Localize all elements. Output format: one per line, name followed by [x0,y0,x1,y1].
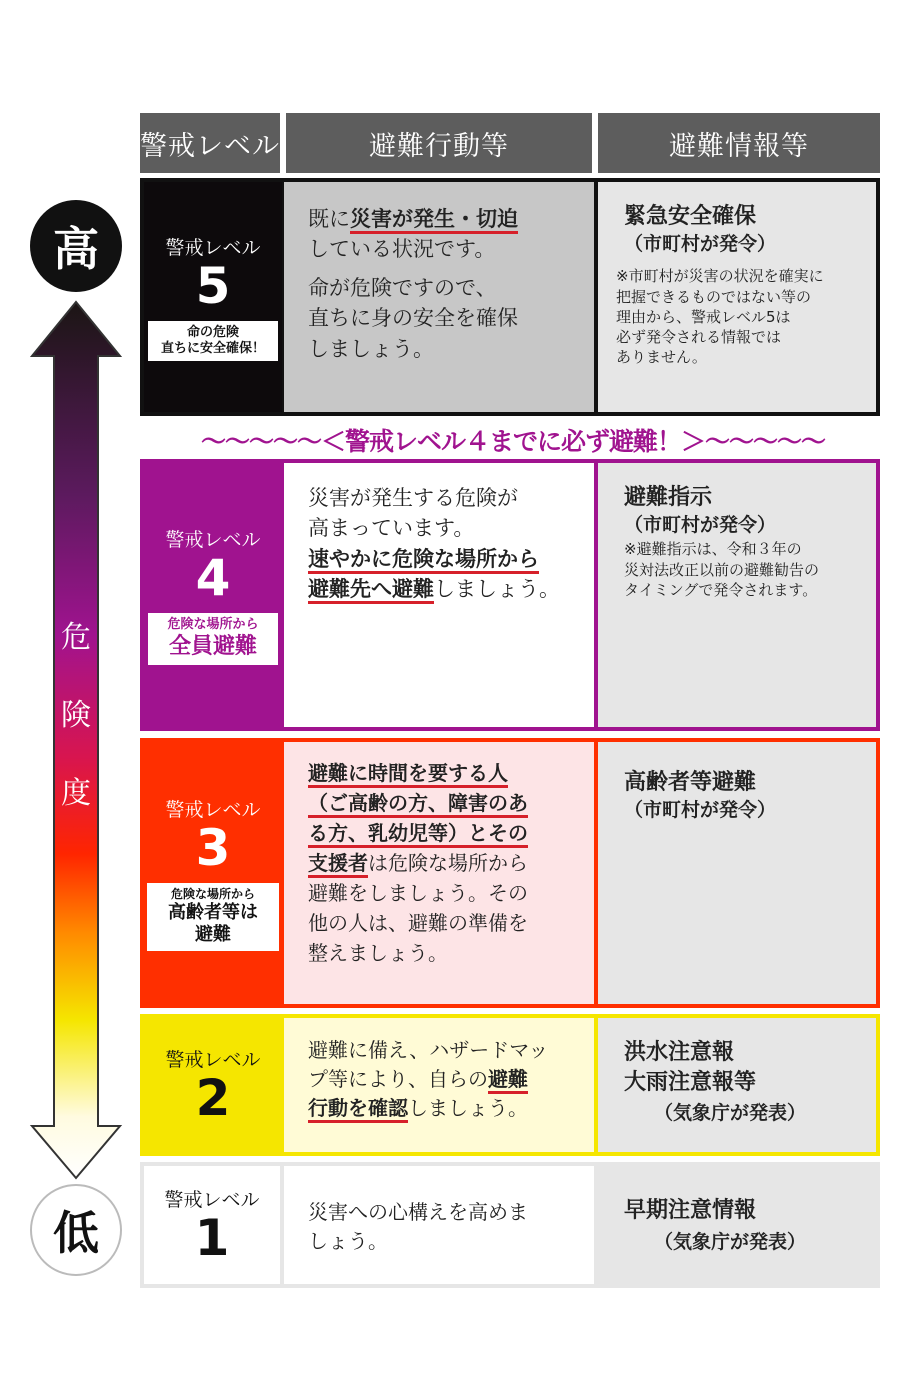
level3-action-line: 避難をしましょう。その [308,881,528,905]
danger-char-1: 危 [61,620,91,655]
level3-actions [284,742,594,1004]
level4-action-text: しましょう。 [434,577,560,602]
level5-info-title: 緊急安全確保 [624,204,757,229]
level3-action-text: は危険な場所から [368,851,528,875]
level5-action-line: 命が危険ですので、 [308,275,497,300]
level5-info-issuer: （市町村が発令） [624,232,777,255]
level3-badge-line2: 高齢者等は [168,901,258,923]
header-level: 警戒レベル [140,113,280,173]
level4-actions [284,463,594,727]
level1-actions [284,1166,594,1284]
level3-info [598,742,876,1004]
level4-badge-line1: 危険な場所から [167,616,259,632]
header-actions: 避難行動等 [286,113,592,173]
level4-info [598,463,876,727]
danger-scale-arrow-icon [28,300,124,1180]
level3-action-emphasis: 避難に時間を要する人 [308,761,508,785]
level1-info-issuer: （気象庁が発表） [654,1230,807,1253]
level5-note-line: ※市町村が災害の状況を確実に [616,267,824,286]
level2-info [598,1018,876,1152]
level5-info-note [616,266,862,367]
level3-number: 3 [195,819,231,878]
level3-badge [147,883,279,951]
level5-info [598,182,876,412]
level5-actions [284,182,594,412]
level2-cell [144,1018,282,1152]
high-circle [30,200,122,292]
level2-info-title-1: 洪水注意報 [624,1040,735,1065]
evacuate-by-level4-banner: 〜〜〜〜〜＜警戒レベル４までに必ず避難！＞〜〜〜〜〜 [200,427,825,456]
level2-actions [284,1018,594,1152]
level4-action-line: 災害が発生する危険が [308,486,518,510]
level5-action-line: 直ちに身の安全を確保 [308,306,518,331]
level2-action-emphasis: 避難 [488,1067,528,1091]
level1-action-line: しょう。 [308,1229,388,1253]
level3-badge-line1: 危険な場所から [170,886,255,901]
danger-char-2: 険 [61,698,91,733]
level4-cell [144,463,282,727]
level5-action-line: しましょう。 [308,336,434,361]
level1-label: 警戒レベル [164,1189,260,1212]
level3-action-line: 他の人は、避難の準備を [308,911,528,935]
low-circle [30,1184,122,1276]
level1-info-title: 早期注意情報 [624,1198,757,1223]
level5-badge-line2: 直ちに安全確保！ [160,340,265,356]
level4-info-issuer: （市町村が発令） [624,513,777,536]
level2-info-title-2: 大雨注意報等 [624,1069,757,1095]
level2-action-emphasis: 行動を確認 [308,1096,408,1120]
level5-cell [144,182,282,412]
level4-badge [148,613,278,665]
level3-action-line: 整えましょう。 [308,941,448,965]
level4-note-line: 災対法改正以前の避難勧告の [624,560,820,579]
level4-action-emphasis: 速やかに危険な場所から [308,546,539,571]
level5-action-text: 既に [308,207,350,231]
level5-note-line: 必ず発令される情報では [616,328,782,347]
level2-action-text: プ等により、自らの [308,1067,488,1091]
level3-label: 警戒レベル [165,799,261,822]
level1-info [598,1166,876,1284]
level1-cell [144,1166,280,1284]
level5-badge [148,321,278,362]
level4-info-note [624,539,862,600]
level5-badge-line1: 命の危険 [186,324,239,340]
level3-action-emphasis: 支援者 [308,851,368,875]
level4-action-line: 高まっています。 [308,516,475,541]
level2-action-line: 避難に備え、ハザードマッ [308,1038,549,1062]
level3-cell [144,742,282,1004]
level2-action-text: しましょう。 [408,1096,528,1120]
header-info: 避難情報等 [598,113,880,173]
level4-note-line: ※避難指示は、令和３年の [624,540,802,559]
level1-number: 1 [194,1209,230,1268]
level5-note-line: 把握できるものではない等の [616,287,812,306]
level2-label: 警戒レベル [165,1049,261,1072]
level5-number: 5 [195,257,231,315]
level1-action-line: 災害への心構えを高めま [308,1200,528,1224]
level4-label: 警戒レベル [165,529,261,552]
level4-info-title: 避難指示 [624,485,713,510]
level5-action-line: している状況です。 [308,237,496,262]
level4-number: 4 [195,549,231,608]
danger-char-3: 度 [61,776,91,811]
level2-number: 2 [195,1069,231,1128]
level5-action-emphasis: 災害が発生・切迫 [350,207,518,231]
level5-note-line: ありません。 [616,348,707,367]
high-label: 高 [53,222,99,276]
level3-badge-line3: 避難 [195,924,231,946]
level3-info-title: 高齢者等避難 [624,770,757,795]
level4-badge-line2: 全員避難 [168,634,257,660]
level3-info-issuer: （市町村が発令） [624,798,777,821]
level5-label: 警戒レベル [165,237,261,259]
level3-action-emphasis: る方、乳幼児等）とその [308,821,528,845]
level3-action-emphasis: （ご高齢の方、障害のあ [308,791,528,815]
level4-action-emphasis: 避難先へ避難 [308,577,434,602]
low-label: 低 [53,1206,99,1260]
level2-info-issuer: （気象庁が発表） [654,1102,807,1125]
level5-note-line: 理由から、警戒レベル5は [616,307,791,326]
level4-note-line: タイミングで発令されます。 [624,580,818,599]
